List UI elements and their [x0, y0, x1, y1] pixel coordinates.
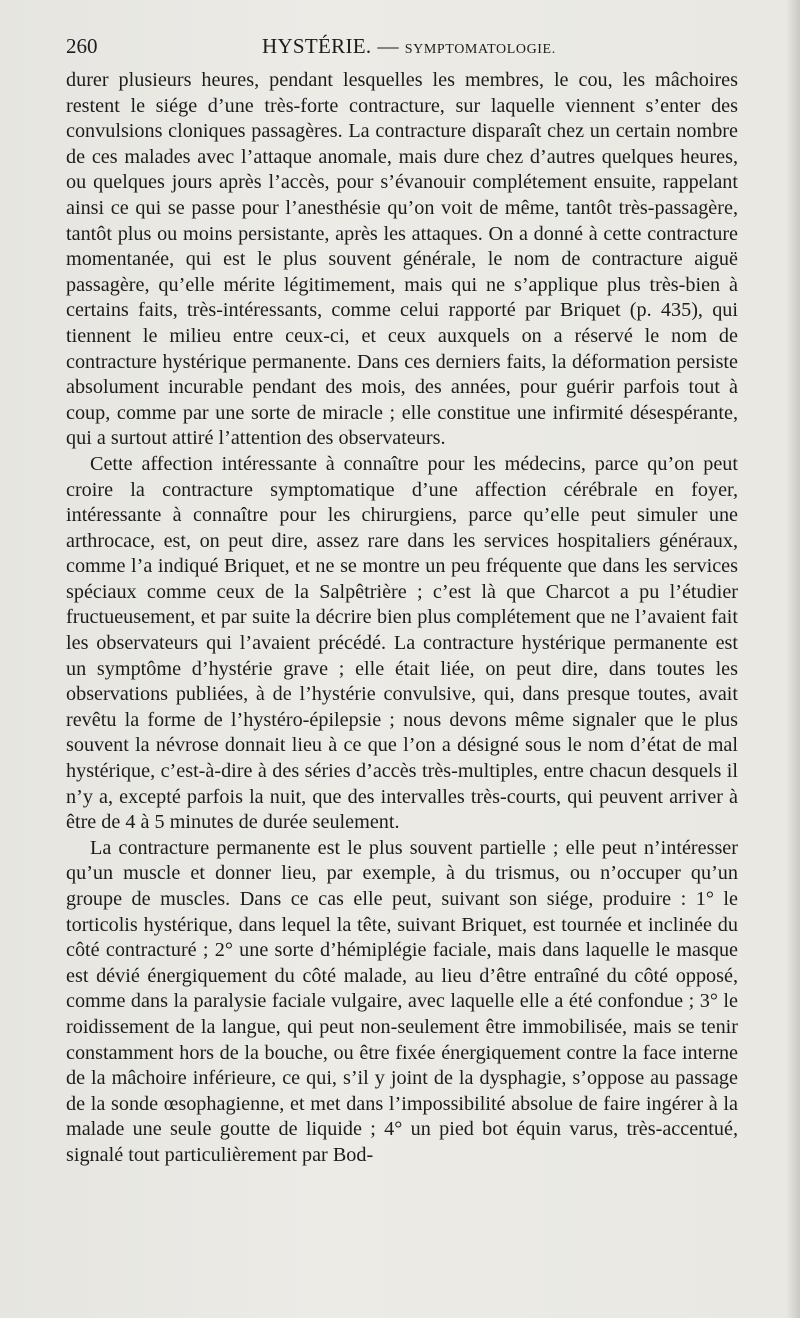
paragraph-1: durer plusieurs heures, pendant lesquelles les membres, le cou, les mâchoires restent le siége d’une très-forte contracture, sur laquelle viennent s’enter des convulsions cloniques passagères. La contracture disparaît chez un certain nombre de ces malades avec l’attaque anomale, mais dure chez d’autres quelques heures, ou quelques jours après l’accès, pour s’évanouir complétement ensuite, rappelant ainsi ce qui se passe pour l’anesthésie qu’on voit de même, tantôt très-passagère, tantôt plus ou moins persistante, après les attaques. On a donné à cette contracture momentanée, qui est le plus souvent générale, le nom de contracture aiguë passagère, qu’elle mérite légitimement, mais qui ne s’applique plus très-bien à certains faits, très-intéressants, comme celui rapporté par Briquet (p. 435), qui tiennent le milieu entre ceux-ci, et ceux auxquels on a réservé le nom de contracture hystérique permanente. Dans ces derniers faits, la déformation persiste absolument incurable pendant des mois, des années, pour guérir parfois tout à coup, comme par une sorte de miracle ; elle constitue une infirmité désespérante, qui a surtout attiré l’attention des observateurs. [66, 69, 738, 450]
page-header [66, 34, 736, 64]
body-text [66, 68, 738, 1169]
running-head-title: HYSTÉRIE. [262, 34, 372, 58]
running-head [262, 34, 556, 59]
page-number: 260 [66, 34, 98, 58]
running-head-dash: — [377, 34, 399, 58]
running-head-subtitle: SYMPTOMATOLOGIE. [404, 42, 556, 57]
paragraph-3: La contracture permanente est le plus souvent partielle ; elle peut n’intéresser qu’un muscle et donner lieu, par exemple, à du trismus, ou n’occuper qu’un groupe de muscles. Dans ce cas elle peut, suivant son siége, produire : 1° le torticolis hystérique, dans lequel la tête, suivant Briquet, est tournée et inclinée du côté contracturé ; 2° une sorte d’hémiplégie faciale, mais dans laquelle le masque est dévié énergiquement du côté malade, au lieu d’être entraîné du côté opposé, comme dans la paralysie faciale vulgaire, avec laquelle elle a été confondue ; 3° le roidissement de la langue, qui peut non-seulement être immobilisée, mais se tenir constamment hors de la bouche, ou être fixée énergiquement contre la face interne de la mâchoire inférieure, ce qui, s’il y joint de la dysphagie, s’oppose au passage de la sonde œsophagienne, et met dans l’impossibilité absolue de faire ingérer à la malade une seule goutte de liquide ; 4° un pied bot équin varus, très-accentué, signalé tout particulièrement par Bod- [66, 836, 738, 1166]
page-edge-shadow [786, 0, 800, 1318]
paragraph-2: Cette affection intéressante à connaître pour les médecins, parce qu’on peut croire la contracture symptomatique d’une affection cérébrale en foyer, intéressante à connaître pour les chirurgiens, parce qu’elle peut simuler une arthrocace, est, on peut dire, assez rare dans les services hospitaliers généraux, comme l’a indiqué Briquet, et ne se montre un peu fréquente que dans les services spéciaux comme ceux de la Salpêtrière ; c’est là que Charcot a pu l’étudier fructueusement, et par suite la décrire bien plus complétement que ne l’avaient fait les observateurs qui l’avaient précédé. La contracture hystérique permanente est un symptôme d’hystérie grave ; elle était liée, on peut dire, dans toutes les observations publiées, à de l’hystérie convulsive, qui, dans presque toutes, avait revêtu la forme de l’hystéro-épilepsie ; nous devons même signaler que le plus souvent la névrose donnait lieu à ce que l’on a désigné sous le nom d’état de mal hystérique, c’est-à-dire à des séries d’accès très-multiples, entre chacun desquels il n’y a, excepté parfois la nuit, que des intervalles très-courts, qui peuvent arriver à être de 4 à 5 minutes de durée seulement. [66, 452, 738, 834]
